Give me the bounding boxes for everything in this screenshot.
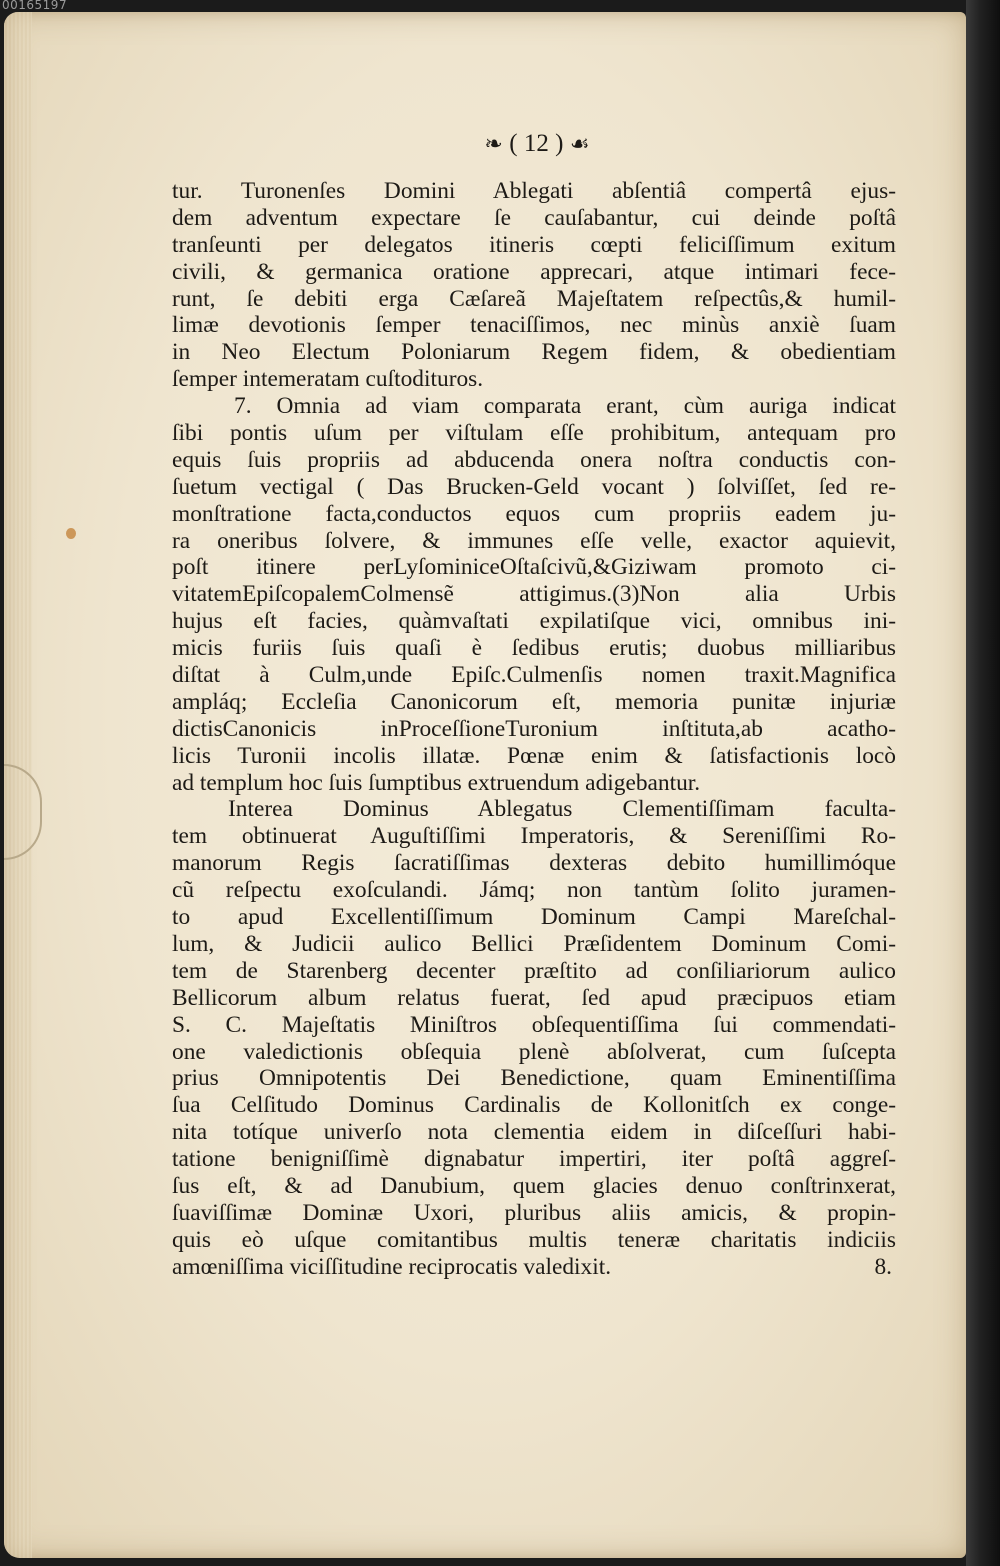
- text-line: hujus eſt facies, quàmvaſtati expilatiſque vici, omnibus ini-: [172, 608, 896, 635]
- corner-label: 00165197: [2, 0, 68, 12]
- text-line: Bellicorum album relatus fuerat, ſed apud præcipuos etiam: [172, 984, 896, 1011]
- text-line: tem de Starenberg decenter præſtito ad conſiliariorum aulico: [172, 957, 896, 984]
- text-line: lum, & Judicii aulico Bellici Præſidentem Dominum Comi-: [172, 930, 896, 957]
- text-line: cũ reſpectu exoſculandi. Jámq; non tantùm ſolito juramen-: [172, 877, 896, 904]
- text-line: ſemper intemeratam cuſtodituros.: [172, 366, 484, 393]
- text-line: ampláq; Eccleſia Canonicorum eſt, memoria punitæ injuriæ: [172, 688, 896, 715]
- tab-notch: [4, 764, 42, 860]
- text-line: in Neo Electum Poloniarum Regem fidem, & obedientiam: [172, 339, 896, 366]
- text-line: ſibi pontis uſum per viſtulam eſſe prohibitum, antequam pro: [172, 420, 896, 447]
- text-line: monſtratione facta,conductos equos cum propriis eadem ju-: [172, 500, 896, 527]
- text-line: civili, & germanica oratione apprecari, atque intimari fece-: [172, 258, 896, 285]
- book-binding: [966, 0, 1000, 1566]
- text-line: tem obtinuerat Auguſtiſſimi Imperatoris, & Sereniſſimi Ro-: [172, 823, 896, 850]
- text-line: 7. Omnia ad viam comparata erant, cùm auriga indicat: [234, 393, 896, 420]
- final-line: [172, 1254, 896, 1281]
- text-line: nita totíque univerſo nota clementia eidem in diſceſſuri habi-: [172, 1119, 896, 1146]
- catchword: 8.: [874, 1253, 892, 1280]
- text-line: prius Omnipotentis Dei Benedictione, quam Eminentiſſima: [172, 1065, 896, 1092]
- page-number: ( 12 ): [509, 130, 564, 157]
- text-line: dem adventum expectare ſe cauſabantur, cui deinde poſtâ: [172, 204, 896, 231]
- text-line: vitatemEpiſcopalemColmensẽ attigimus.(3)Non alia Urbis: [172, 581, 896, 608]
- text-line: ſus eſt, & ad Danubium, quem glacies denuo conſtrinxerat,: [172, 1172, 896, 1199]
- text-line: S. C. Majeſtatis Miniſtros obſequentiſſima ſui commendati-: [172, 1011, 896, 1038]
- text-line: to apud Excellentiſſimum Dominum Campi Mareſchal-: [172, 904, 896, 931]
- page-header: [0, 128, 1000, 158]
- text-line: poſt itinere perLyſominiceOſtaſcivũ,&Giziwam promoto ci-: [172, 554, 896, 581]
- text-line: dictisCanonicis inProceſſioneTuronium inſtituta,ab acatho-: [172, 715, 896, 742]
- body-text: [172, 178, 896, 1281]
- text-line: runt, ſe debiti erga Cæſareã Majeſtatem reſpectûs,& humil-: [172, 285, 896, 312]
- text-line: manorum Regis ſacratiſſimas dexteras debito humillimóque: [172, 850, 896, 877]
- text-line: quis eò uſque comitantibus multis teneræ charitatis indiciis: [172, 1226, 896, 1253]
- text-line: ſua Celſitudo Dominus Cardinalis de Kollonitſch ex conge-: [172, 1092, 896, 1119]
- ornament-left-icon: ❧: [484, 132, 503, 157]
- text-line: ſuetum vectigal ( Das Brucken-Geld vocant ) ſolviſſet, ſed re-: [172, 473, 896, 500]
- text-line: Interea Dominus Ablegatus Clementiſſimam faculta-: [228, 796, 896, 823]
- text-line: equis ſuis propriis ad abducenda onera noſtra conductis con-: [172, 446, 896, 473]
- ink-stain: [66, 528, 76, 539]
- text-line: limæ devotionis ſemper tenaciſſimos, nec minùs anxiè ſuam: [172, 312, 896, 339]
- text-line: licis Turonii incolis illatæ. Pœnæ enim & ſatisfactionis locò: [172, 742, 896, 769]
- final-line-text: amœniſſima viciſſitudine reciprocatis valedixit.: [172, 1253, 612, 1280]
- text-line: tatione benigniſſimè dignabatur impertiri, iter poſtâ aggreſ-: [172, 1146, 896, 1173]
- text-line: tur. Turonenſes Domini Ablegati abſentiâ compertâ ejus-: [172, 178, 896, 204]
- ornament-right-icon: ☙: [569, 132, 590, 157]
- text-line: ſuaviſſimæ Dominæ Uxori, pluribus aliis amicis, & propin-: [172, 1199, 896, 1226]
- text-line: one valedictionis obſequia plenè abſolverat, cum ſuſcepta: [172, 1038, 896, 1065]
- text-line: ra oneribus ſolvere, & immunes eſſe velle, exactor aquievit,: [172, 527, 896, 554]
- text-line: ad templum hoc ſuis ſumptibus extruendum adigebantur.: [172, 769, 701, 796]
- text-line: diſtat à Culm,unde Epiſc.Culmenſis nomen traxit.Magnifica: [172, 662, 896, 689]
- text-line: micis furiis ſuis quaſi è ſedibus erutis; duobus milliaribus: [172, 635, 896, 662]
- text-line: tranſeunti per delegatos itineris cœpti feliciſſimum exitum: [172, 231, 896, 258]
